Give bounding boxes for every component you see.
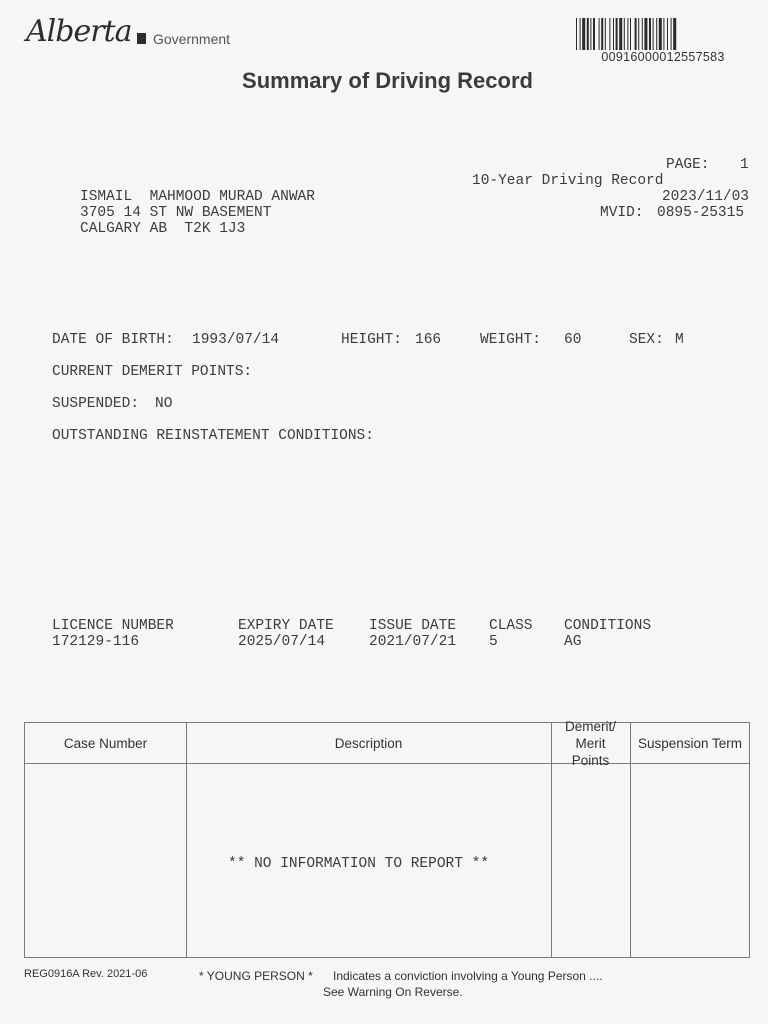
demerit-merit-points-header: Demerit/ Merit Points — [564, 718, 616, 768]
convictions-table — [24, 718, 750, 958]
suspension-term-header: Suspension Term — [637, 735, 743, 751]
young-person-label: * YOUNG PERSON * — [199, 969, 313, 983]
expiry-date-value: 2025/07/14 — [238, 634, 326, 650]
class-value: 5 — [489, 634, 498, 650]
table-header-divider — [25, 763, 749, 764]
dob-value: 1993/07/14 — [192, 332, 280, 348]
licence-number-value: 172129-116 — [52, 634, 140, 650]
issue-date-header: ISSUE DATE — [369, 618, 457, 634]
page-label: PAGE: — [666, 157, 710, 173]
licence-number-header: LICENCE NUMBER — [52, 618, 174, 634]
issue-date-value: 2021/07/21 — [369, 634, 457, 650]
no-information-message: ** NO INFORMATION TO REPORT ** — [228, 856, 490, 872]
alberta-logo-mark — [137, 33, 146, 44]
mvid-value: 0895-25315 — [657, 205, 745, 221]
page-number: 1 — [740, 157, 749, 173]
holder-city-postal: CALGARY AB T2K 1J3 — [80, 221, 246, 237]
conditions-value: AG — [564, 634, 582, 650]
class-header: CLASS — [489, 618, 533, 634]
weight-value: 60 — [564, 332, 582, 348]
reinstatement-conditions-label: OUTSTANDING REINSTATEMENT CONDITIONS: — [52, 428, 374, 444]
dob-label: DATE OF BIRTH: — [52, 332, 174, 348]
record-date: 2023/11/03 — [661, 189, 749, 205]
holder-name: ISMAIL MAHMOOD MURAD ANWAR — [80, 189, 315, 205]
height-value: 166 — [415, 332, 442, 348]
barcode-number: 00916000012557583 — [601, 50, 725, 64]
height-label: HEIGHT: — [341, 332, 402, 348]
demerit-points-label: CURRENT DEMERIT POINTS: — [52, 364, 253, 380]
suspended-label: SUSPENDED: — [52, 396, 140, 412]
mvid-label: MVID: — [600, 205, 644, 221]
description-header: Description — [334, 735, 403, 751]
form-code: REG0916A Rev. 2021-06 — [24, 968, 148, 980]
warning-note: See Warning On Reverse. — [323, 985, 463, 999]
conditions-header: CONDITIONS — [564, 618, 652, 634]
expiry-date-header: EXPIRY DATE — [238, 618, 334, 634]
page-title: Summary of Driving Record — [242, 68, 533, 93]
sex-label: SEX: — [629, 332, 664, 348]
barcode — [576, 18, 748, 50]
alberta-logo: Alberta — [26, 14, 132, 49]
weight-label: WEIGHT: — [480, 332, 541, 348]
sex-value: M — [675, 332, 684, 348]
record-type: 10-Year Driving Record — [472, 173, 664, 189]
case-number-header: Case Number — [63, 735, 148, 751]
suspended-value: NO — [155, 396, 173, 412]
government-label: Government — [153, 31, 231, 47]
young-person-note: Indicates a conviction involving a Young Person .... — [333, 969, 603, 983]
holder-street: 3705 14 ST NW BASEMENT — [80, 205, 272, 221]
